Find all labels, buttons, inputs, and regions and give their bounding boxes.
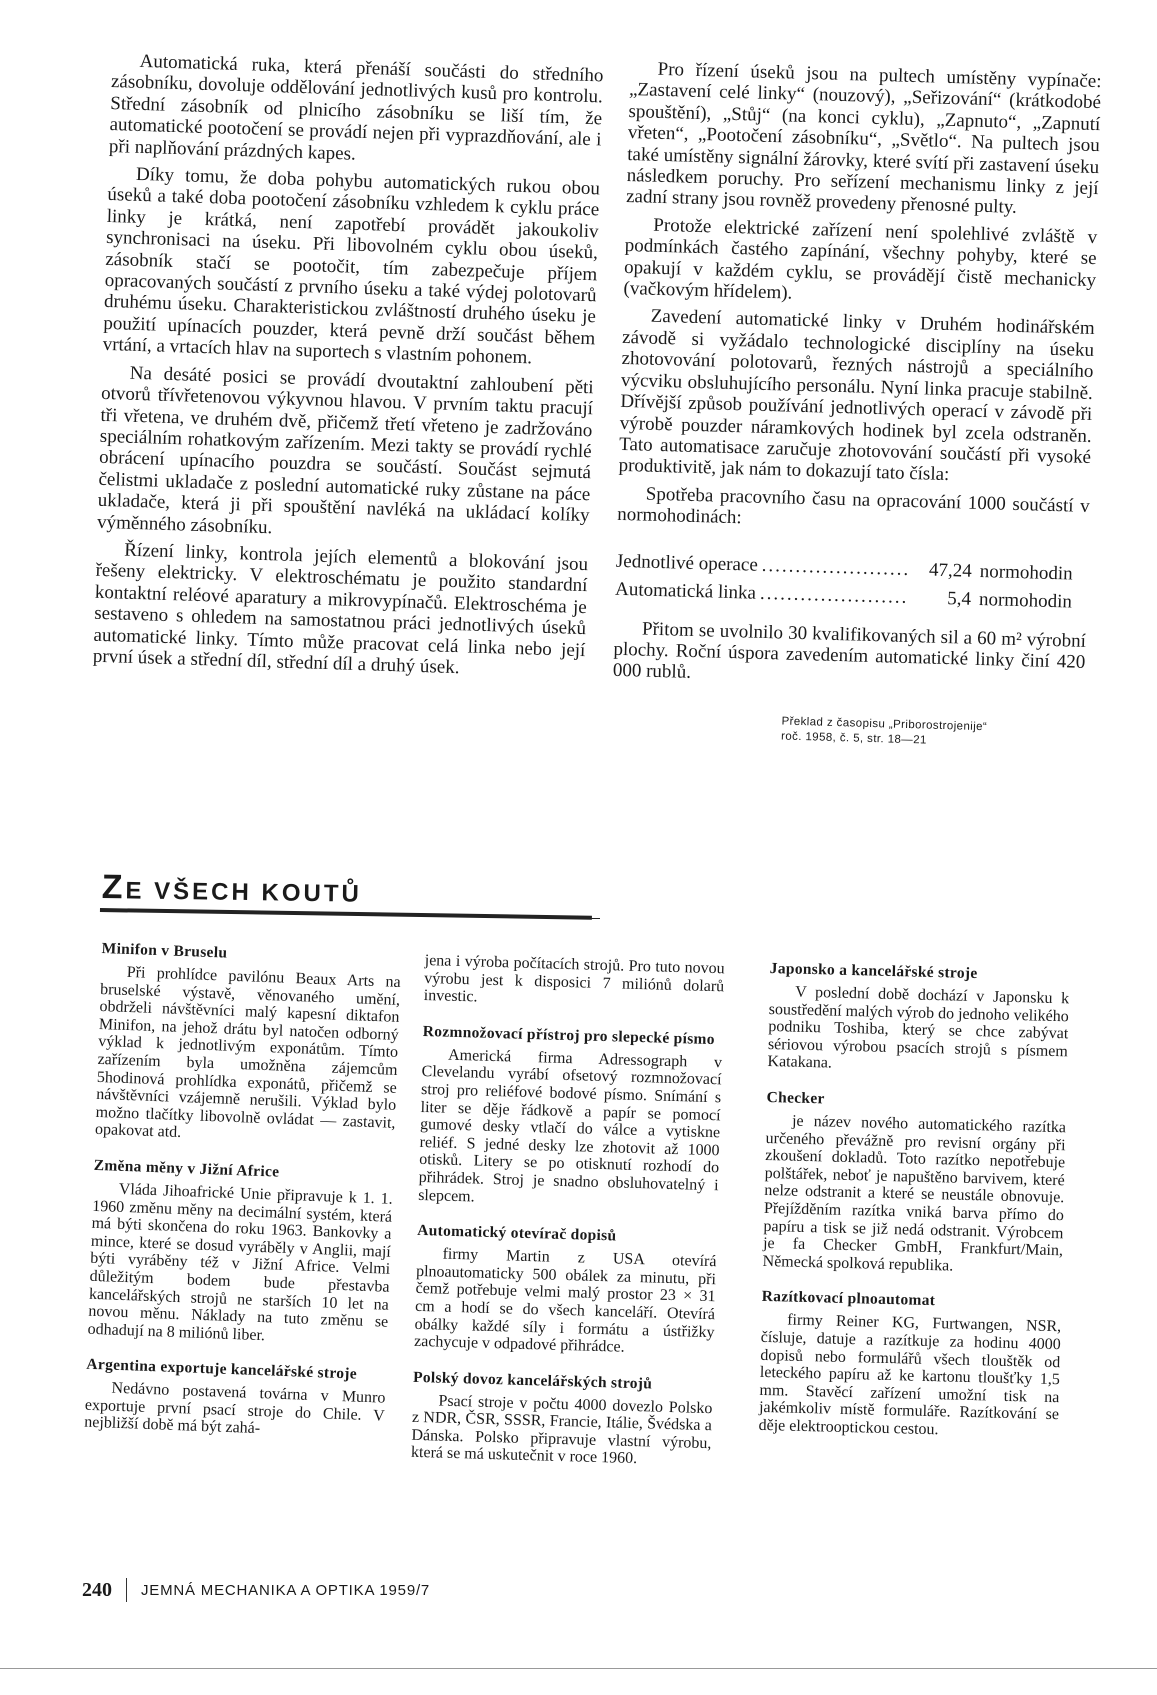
news-item [84,1356,387,1443]
news-body: je název nového automatického razítka určeného převážně pro revisní orgány při zkoušení dokladů. Toto razítko nepotřebuje polštářek, neboť je napuštěno barvivem, které nelze odstranit a které se neustále obnovuje. Přejížděním razítka vniká barva přímo do papíru a tisk se již nedá odstranit. Výrobcem je fa Checker GmbH, Frankfurt/Main, Německá spolková republika. [762,1112,1067,1275]
row-unit: normohodin [978,588,1073,613]
leader-dots [756,579,910,611]
news-body: firmy Martin z USA otevírá plnoautomaticky 500 obálek za minutu, při čemž potřebuje velmi malý prostor 23 × 31 cm a hodí se do všech kanceláří. Otevírá obálky každé síly i formátu a ústřižky zachycuje v odpadové přihrádce. [413,1245,717,1356]
news-item [424,952,725,1013]
source-line: Překlad z časopisu „Priborostrojenije“ [781,715,988,733]
news-column-2 [410,952,725,1488]
paragraph: Přitom se uvolnilo 30 kvalifikovaných sil a 60 m² výrobní plochy. Roční úspora zavedením automatické linky činí 420 000 rublů. [612,618,1087,684]
paragraph: Spotřeba pracovního času na opracování 1000 součástí v normohodinách: [616,483,1090,529]
news-item [411,1369,713,1471]
row-value: 5,4 [947,587,972,610]
news-heading: Rozmnožovací přístroj pro slepecké písmo [422,1022,716,1048]
paragraph: Řízení linky, kontrola jejích elementů a blokování jsou řešeny elektricky. V elektroschématu je použito standardní kontaktní reléové aparatury a mikrovypínačů. Elektroschéma je sestaveno s ohledem na samostatnou práci jednotlivých úseků automatické linky. Tímto může pracovat celá linka nebo její první úsek a střední díl, střední díl a druhý úsek. [92,539,589,679]
paragraph: Zavedení automatické linky v Druhém hodinářském závodě si vyžádalo technologické disciplíny na úseku zhotovování polotovarů, řezných nástrojů a speciálního výcviku obsluhujícího personálu. Nyní linka pracuje stabilně. Dřívější způsob používání jednotlivých operací v závodě při výrobě pouzder náramkových hodinek byl zcela odstraněn. Tato automatisace zaručuje zhotovování součástí při vysoké produktivitě, jak nám to dokazují tato čísla: [618,306,1095,486]
section-banner [101,868,362,911]
source-note [781,714,1084,752]
news-body: jena i výroba počítacích strojů. Pro tuto novou výrobu jest k disposici 7 miliónů dolarů investic. [423,952,725,1006]
page-number: 240 [82,1578,112,1601]
news-heading: Automatický otevírač dopisů [416,1222,617,1245]
banner-rule-thin [560,918,600,919]
paragraph: Automatická ruka, která přenáší součásti do středního zásobníku, dovoluje oddělování jednotlivých kusů pro kontrolu. Střední zásobník od plnicího zásobníku se liší tím, že automatické pootočení se provádí nejen při vyprazdňování, ale i při naplňování prázdných kapes. [108,50,604,165]
consumption-table [615,547,1088,616]
paragraph: Na desáté posici se provádí dvoutaktní zahloubení pěti otvorů třívřetenovou výkyvnou hlavou. V prvním taktu pracují tři vřetena, ve druhém dvě, přičemž třetí vřeteno je zadržováno speciálním rohatkovým zařízením. Mezi takty se provádí rychlé obrácení upínacího pouzdra se součástí. Součást sejmutá čelistmi ukladače z poslední automatické ruky zůstane na páce ukladače, která ji při spouštění navléká na ukládací kolíky výměnného zásobníku. [96,362,594,538]
news-column-3 [758,960,1070,1460]
journal-title: JEMNÁ MECHANIKA A OPTIKA 1959/7 [141,1581,431,1599]
news-heading: Razítkovací plnoautomat [761,1288,936,1310]
leader-dots [757,551,910,583]
news-item [767,960,1070,1078]
news-body: Nedávno postavená továrna v Munro exportuje první psací stroje do Chile. V nejbližší době má být zahá- [83,1379,386,1438]
news-body: Psací stroje v počtu 4000 dovezlo Polsko z NDR, ČSR, SSSR, Francie, Itálie, Švédska a Dánska. Polsko připravuje vlastní výrobu, která se má uskutečnit v roce 1960. [410,1392,713,1468]
row-value: 47,24 [928,559,973,582]
row-unit: normohodin [979,560,1073,585]
news-body: Americká firma Adressograph v Clevelandu vyrábí ofsetový rozmnožovací stroj pro reliéfové bodové písmo. Snímání s liter se děje řádkově a papír se pomocí gumové desky vtlačí do válce a vytiskne reliéf. S jedné desky lze zhotovit až 1000 otisků. Litery se po otisknutí rozhodí do přihrádek. Stroj je snadno obsluhovatelný i slepcem. [417,1046,723,1206]
banner-first-letter: Z [101,868,126,907]
news-heading: Změna měny v Jižní Africe [93,1156,280,1181]
news-item [95,940,402,1150]
news-item [414,1222,717,1359]
paragraph: Protože elektrické zařízení není spolehlivé zvláště v podmínkách častého zapínání, všechny pohyby, které se opakují v každém cyklu, se provádějí čistě mechanicky (vačkovým hřídelem). [623,214,1098,304]
news-body: V poslední době dochází v Japonsku k soustředění malých výrob do jednoho velikého podniku Toshiba, který se chce zabývat sériovou výrobou psacích strojů s písmem Katakana. [767,983,1070,1072]
row-label: Automatická linka [614,578,757,604]
news-heading: Polský dovoz kancelářských strojů [412,1368,653,1393]
top-left-column [92,50,603,687]
news-column-1 [83,940,401,1461]
news-item [762,1089,1066,1278]
paragraph: Pro řízení úseků jsou na pultech umístěny vypínače: „Zastavení celé linky“ (nouzový), „Seřizování“ (krátkodobé spouštění), „Stůj“ (na konci cyklu), „Zapnuto“, „Zapnutí vřeten“, „Pootočení zásobníku“, „Světlo“. Na pultech jsou také umístěny signální žárovky, které svítí při zastavení úseku následkem poruchy. Pro seřízení mechanismu linky z její zadní strany jsou rovněž provedeny přenosné pulty. [625,58,1102,219]
source-line: roč. 1958, č. 5, str. 18—21 [780,730,927,747]
news-item [418,1023,723,1213]
news-item [87,1157,393,1349]
page-footer [82,1578,430,1602]
scan-edge-line [0,1668,1157,1669]
news-body: Při prohlídce pavilónu Beaux Arts na bruselské výstavě, věnovaného umění, obdrželi návštěvníci malý kapesní diktafon Minifon, na jehož drátu byl natočen odborný výklad k jednotlivým exponátům. Tímto zařízením byla umožněna zájemcům 5hodinová prohlídka exponátů, přičemž se návštěvníci vzájemně nerušili. Výklad bylo možno tlačítky libovolně ovládat — zastavit, opakovat atd. [94,963,401,1142]
news-heading: Japonsko a kancelářské stroje [769,960,978,983]
top-right-column [611,58,1102,753]
news-heading: Argentina exportuje kancelářské stroje [86,1356,358,1383]
news-item [758,1288,1061,1441]
news-body: firmy Reiner KG, Furtwangen, NSR, čísluje, datuje a razítkuje za hodinu 4000 dopisů nebo formulářů všech tlouštěk od leteckého papíru až ke kartonu tloušťky 1,5 mm. Stavěcí zařízení umožní tisk na jakémkoliv místě formuláře. Razítkování se děje elektrooptickou cestou. [758,1311,1062,1439]
news-body: Vláda Jihoafrické Unie připravuje k 1. 1. 1960 změnu měny na decimální systém, která má býti skončena do roku 1963. Bankovky a mince, které se dosud vyráběly v Anglii, mají býti vyráběny též v Jižní Africe. Velmi důležitým bodem bude přestavba kancelářských strojů ne starších 10 let na novou měnu. Náklady na tuto změnu se odhadují na 8 miliónů liber. [87,1180,394,1344]
news-heading: Checker [766,1088,825,1108]
banner-title: E VŠECH KOUTŮ [125,877,362,908]
news-heading: Minifon v Bruselu [101,940,228,962]
paragraph: Díky tomu, že doba pohybu automatických rukou obou úseků a také doba pootočení zásobníku vzhledem k cyklu práce linky je krátká, není zapotřebí provádět jakoukoliv synchronisaci na úseku. Při libovolném cyklu obou úseků, zásobník stačí se pootočit, tím zabezpečuje příjem opracovaných součástí z prvního úseku a také výdej polotovarů druhému úseku. Charakteristickou zvláštností druhého úseku je použití upínacích pouzder, která pevně drží součást během vrtání, a vrtacích hlav na suportech s vlastním pohonem. [102,163,601,369]
footer-divider [126,1578,127,1602]
row-label: Jednotlivé operace [615,550,759,576]
